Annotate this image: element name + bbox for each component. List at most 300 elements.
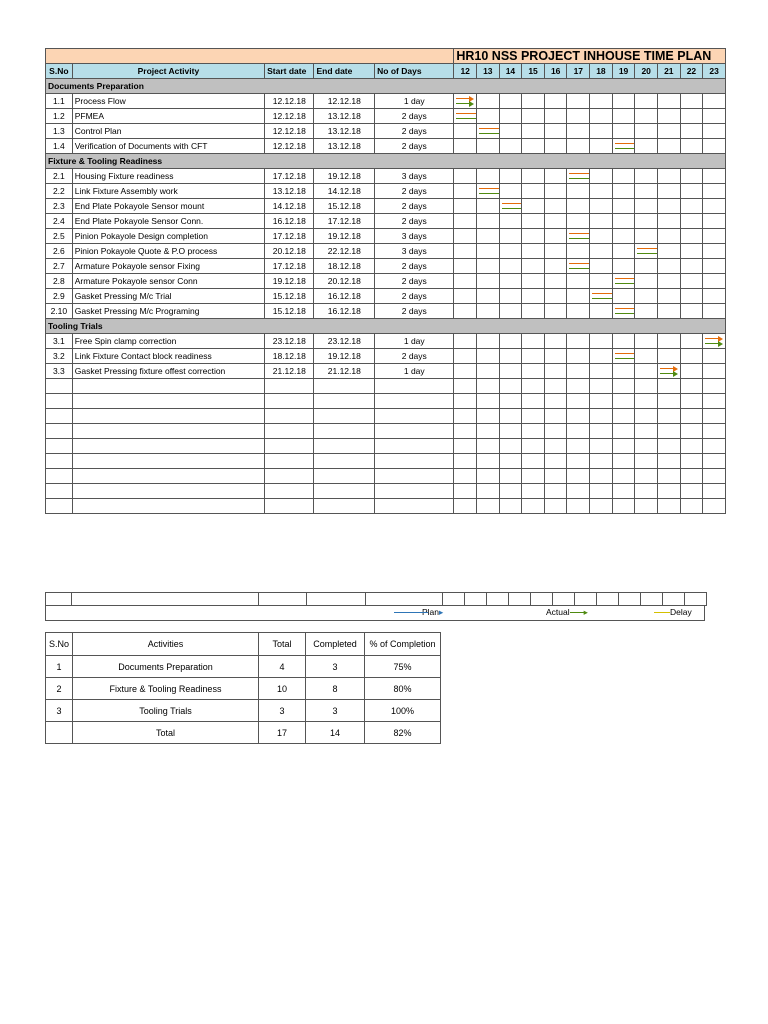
day-cell [680, 304, 703, 319]
blank-cell [465, 593, 487, 606]
header-day-12: 12 [454, 64, 477, 79]
row-start-date: 17.12.18 [265, 169, 314, 184]
table-row [46, 334, 726, 349]
blank-cell [619, 593, 641, 606]
blank-cell [544, 499, 567, 514]
day-cell [544, 124, 567, 139]
blank-cell [657, 499, 680, 514]
day-cell [522, 259, 545, 274]
table-row [46, 124, 726, 139]
table-row [46, 289, 726, 304]
day-cell [657, 304, 680, 319]
day-cell [544, 334, 567, 349]
summary-row [46, 678, 441, 700]
row-activity: Pinion Pokayole Design completion [72, 229, 264, 244]
blank-row [46, 484, 726, 499]
day-cell [657, 169, 680, 184]
blank-cell [509, 593, 531, 606]
day-cell [499, 304, 522, 319]
row-sno: 2.10 [46, 304, 73, 319]
blank-cell [522, 379, 545, 394]
day-cell [635, 304, 658, 319]
blank-cell [314, 394, 375, 409]
blank-cell [680, 379, 703, 394]
section-title: Fixture & Tooling Readiness [46, 154, 726, 169]
day-cell [703, 169, 726, 184]
day-cell [522, 229, 545, 244]
day-cell [680, 349, 703, 364]
blank-cell [476, 409, 499, 424]
row-sno: 3.2 [46, 349, 73, 364]
summary-total: 4 [259, 656, 306, 678]
legend-plan-label: Plan [422, 607, 440, 617]
day-cell [590, 184, 613, 199]
row-days: 3 days [375, 169, 454, 184]
table-row [46, 364, 726, 379]
blank-cell [544, 379, 567, 394]
row-days: 1 day [375, 94, 454, 109]
blank-cell [680, 454, 703, 469]
day-cell [703, 214, 726, 229]
summary-total: 3 [259, 700, 306, 722]
day-cell [635, 259, 658, 274]
blank-cell [567, 409, 590, 424]
blank-cell [46, 424, 73, 439]
day-cell [454, 199, 477, 214]
blank-cell [314, 439, 375, 454]
blank-cell [476, 439, 499, 454]
day-cell [590, 304, 613, 319]
row-sno: 3.1 [46, 334, 73, 349]
blank-cell [657, 379, 680, 394]
day-cell [680, 364, 703, 379]
blank-cell [46, 409, 73, 424]
blank-cell [46, 593, 72, 606]
day-cell [612, 214, 635, 229]
blank-cell [476, 484, 499, 499]
summary-row [46, 656, 441, 678]
day-cell [499, 169, 522, 184]
header-day-19: 19 [612, 64, 635, 79]
blank-cell [703, 469, 726, 484]
row-days: 3 days [375, 229, 454, 244]
day-cell [635, 169, 658, 184]
table-row [46, 139, 726, 154]
blank-cell [657, 424, 680, 439]
day-cell [476, 94, 499, 109]
day-cell [567, 229, 590, 244]
blank-cell [544, 469, 567, 484]
summary-header-activities: Activities [73, 633, 259, 656]
day-cell [680, 124, 703, 139]
day-cell [635, 274, 658, 289]
day-cell [544, 184, 567, 199]
row-activity: Control Plan [72, 124, 264, 139]
blank-cell [522, 469, 545, 484]
day-cell [657, 274, 680, 289]
blank-cell [46, 484, 73, 499]
summary-row [46, 722, 441, 744]
table-row [46, 349, 726, 364]
blank-row [46, 439, 726, 454]
table-row [46, 169, 726, 184]
blank-cell [635, 379, 658, 394]
day-cell [454, 139, 477, 154]
row-activity: Free Spin clamp correction [72, 334, 264, 349]
day-cell [476, 349, 499, 364]
blank-cell [703, 439, 726, 454]
row-end-date: 13.12.18 [314, 124, 375, 139]
day-cell [522, 199, 545, 214]
day-cell [657, 244, 680, 259]
day-cell [657, 124, 680, 139]
header-start: Start date [265, 64, 314, 79]
day-cell [657, 364, 680, 379]
day-cell [635, 124, 658, 139]
blank-cell [590, 439, 613, 454]
summary-header-sno: S.No [46, 633, 73, 656]
blank-cell [612, 439, 635, 454]
table-row [46, 109, 726, 124]
row-end-date: 12.12.18 [314, 94, 375, 109]
blank-cell [476, 454, 499, 469]
row-activity: End Plate Pokayole Sensor mount [72, 199, 264, 214]
blank-cell [544, 439, 567, 454]
day-cell [612, 274, 635, 289]
day-cell [476, 199, 499, 214]
blank-cell [375, 454, 454, 469]
row-activity: Pinion Pokayole Quote & P.O process [72, 244, 264, 259]
day-cell [657, 199, 680, 214]
table-row [46, 274, 726, 289]
summary-row [46, 700, 441, 722]
day-cell [635, 244, 658, 259]
section-title: Documents Preparation [46, 79, 726, 94]
actual-arrow [705, 343, 719, 344]
plan-arrow [615, 278, 635, 279]
plan-arrow [569, 173, 589, 174]
day-cell [612, 199, 635, 214]
blank-cell [476, 469, 499, 484]
day-cell [635, 229, 658, 244]
day-cell [703, 334, 726, 349]
blank-cell [544, 409, 567, 424]
time-plan-sheet [45, 48, 726, 514]
blank-cell [612, 379, 635, 394]
blank-cell [567, 469, 590, 484]
day-cell [544, 139, 567, 154]
blank-cell [454, 394, 477, 409]
day-cell [476, 259, 499, 274]
blank-cell [590, 409, 613, 424]
day-cell [522, 169, 545, 184]
row-start-date: 13.12.18 [265, 184, 314, 199]
blank-cell [454, 499, 477, 514]
blank-cell [590, 454, 613, 469]
header-day-17: 17 [567, 64, 590, 79]
day-cell [612, 109, 635, 124]
blank-cell [703, 409, 726, 424]
row-end-date: 13.12.18 [314, 139, 375, 154]
blank-cell [314, 484, 375, 499]
row-start-date: 12.12.18 [265, 139, 314, 154]
row-end-date: 18.12.18 [314, 259, 375, 274]
blank-cell [590, 379, 613, 394]
summary-sno: 1 [46, 656, 73, 678]
blank-cell [314, 379, 375, 394]
day-cell [522, 349, 545, 364]
blank-cell [680, 499, 703, 514]
blank-cell [375, 394, 454, 409]
blank-cell [375, 499, 454, 514]
blank-cell [454, 424, 477, 439]
header-days: No of Days [375, 64, 454, 79]
day-cell [522, 289, 545, 304]
header-day-20: 20 [635, 64, 658, 79]
blank-cell [265, 454, 314, 469]
day-cell [499, 109, 522, 124]
day-cell [612, 364, 635, 379]
day-cell [635, 289, 658, 304]
actual-arrow [456, 118, 476, 119]
row-activity: Link Fixture Assembly work [72, 184, 264, 199]
day-cell [454, 364, 477, 379]
day-cell [612, 349, 635, 364]
row-end-date: 19.12.18 [314, 349, 375, 364]
blank-cell [314, 499, 375, 514]
row-start-date: 12.12.18 [265, 124, 314, 139]
blank-cell [612, 499, 635, 514]
day-cell [544, 289, 567, 304]
row-sno: 2.8 [46, 274, 73, 289]
day-cell [454, 229, 477, 244]
actual-arrow [615, 148, 635, 149]
row-activity: Gasket Pressing M/c Programing [72, 304, 264, 319]
day-cell [454, 94, 477, 109]
header-day-15: 15 [522, 64, 545, 79]
row-activity: Link Fixture Contact block readiness [72, 349, 264, 364]
blank-cell [265, 469, 314, 484]
summary-sno [46, 722, 73, 744]
day-cell [544, 349, 567, 364]
day-cell [612, 289, 635, 304]
day-cell [590, 214, 613, 229]
day-cell [657, 259, 680, 274]
legend [45, 606, 705, 621]
day-cell [522, 184, 545, 199]
day-cell [567, 94, 590, 109]
blank-cell [265, 424, 314, 439]
blank-cell [265, 394, 314, 409]
blank-cell [454, 454, 477, 469]
day-cell [680, 169, 703, 184]
row-sno: 2.7 [46, 259, 73, 274]
blank-cell [657, 484, 680, 499]
day-cell [680, 244, 703, 259]
day-cell [567, 214, 590, 229]
blank-cell [522, 424, 545, 439]
legend-blank [46, 593, 707, 606]
row-days: 2 days [375, 184, 454, 199]
actual-arrow [479, 193, 499, 194]
time-plan-table [45, 48, 726, 514]
day-cell [499, 289, 522, 304]
header-row [46, 64, 726, 79]
day-cell [703, 289, 726, 304]
actual-arrow [569, 268, 589, 269]
day-cell [590, 364, 613, 379]
blank-cell [375, 409, 454, 424]
summary-activity: Fixture & Tooling Readiness [73, 678, 259, 700]
blank-cell [567, 484, 590, 499]
plan-arrow [502, 203, 522, 204]
day-cell [499, 139, 522, 154]
day-cell [703, 184, 726, 199]
actual-arrow [456, 103, 470, 104]
legend-actual: Actual ▸ [546, 607, 588, 617]
day-cell [703, 124, 726, 139]
blank-cell [72, 394, 264, 409]
day-cell [612, 94, 635, 109]
day-cell [703, 139, 726, 154]
actual-arrow [637, 253, 657, 254]
day-cell [590, 289, 613, 304]
day-cell [476, 244, 499, 259]
blank-cell [703, 394, 726, 409]
blank-row [46, 394, 726, 409]
row-start-date: 12.12.18 [265, 109, 314, 124]
day-cell [499, 214, 522, 229]
day-cell [522, 124, 545, 139]
blank-cell [72, 454, 264, 469]
plan-arrow [705, 338, 719, 339]
blank-cell [499, 424, 522, 439]
day-cell [680, 184, 703, 199]
summary-pct: 75% [365, 656, 441, 678]
summary-sno: 2 [46, 678, 73, 700]
row-end-date: 19.12.18 [314, 169, 375, 184]
day-cell [657, 334, 680, 349]
day-cell [657, 229, 680, 244]
day-cell [635, 364, 658, 379]
row-activity: End Plate Pokayole Sensor Conn. [72, 214, 264, 229]
summary-sno: 3 [46, 700, 73, 722]
day-cell [590, 244, 613, 259]
row-sno: 1.1 [46, 94, 73, 109]
blank-cell [46, 394, 73, 409]
day-cell [544, 214, 567, 229]
blank-cell [703, 499, 726, 514]
plan-arrow [660, 368, 674, 369]
blank-cell [657, 469, 680, 484]
day-cell [567, 349, 590, 364]
header-end: End date [314, 64, 375, 79]
day-cell [680, 214, 703, 229]
day-cell [657, 349, 680, 364]
blank-cell [499, 499, 522, 514]
day-cell [544, 169, 567, 184]
day-cell [567, 364, 590, 379]
row-sno: 1.3 [46, 124, 73, 139]
summary-completed: 3 [306, 656, 365, 678]
day-cell [522, 304, 545, 319]
day-cell [703, 349, 726, 364]
blank-cell [375, 484, 454, 499]
header-day-18: 18 [590, 64, 613, 79]
blank-cell [522, 499, 545, 514]
day-cell [703, 304, 726, 319]
row-days: 2 days [375, 349, 454, 364]
day-cell [454, 334, 477, 349]
blank-cell [657, 454, 680, 469]
blank-cell [476, 394, 499, 409]
day-cell [544, 274, 567, 289]
blank-cell [641, 593, 663, 606]
day-cell [703, 364, 726, 379]
day-cell [590, 94, 613, 109]
blank-cell [72, 439, 264, 454]
actual-arrow [615, 313, 635, 314]
plan-arrow [479, 128, 499, 129]
row-end-date: 14.12.18 [314, 184, 375, 199]
blank-cell [590, 424, 613, 439]
day-cell [567, 139, 590, 154]
blank-cell [259, 593, 307, 606]
day-cell [454, 124, 477, 139]
day-cell [612, 124, 635, 139]
section-title: Tooling Trials [46, 319, 726, 334]
row-end-date: 21.12.18 [314, 364, 375, 379]
day-cell [522, 274, 545, 289]
day-cell [612, 244, 635, 259]
blank-cell [612, 424, 635, 439]
blank-cell [499, 469, 522, 484]
day-cell [454, 214, 477, 229]
summary-completed: 8 [306, 678, 365, 700]
blank-cell [680, 424, 703, 439]
day-cell [612, 304, 635, 319]
row-start-date: 19.12.18 [265, 274, 314, 289]
blank-cell [531, 593, 553, 606]
day-cell [612, 184, 635, 199]
day-cell [499, 184, 522, 199]
blank-cell [567, 379, 590, 394]
row-activity: Housing Fixture readiness [72, 169, 264, 184]
plan-arrow [615, 353, 635, 354]
blank-cell [544, 394, 567, 409]
plan-arrow [615, 143, 635, 144]
table-row [46, 199, 726, 214]
blank-row [46, 379, 726, 394]
blank-cell [575, 593, 597, 606]
blank-cell [635, 469, 658, 484]
day-cell [635, 139, 658, 154]
row-sno: 3.3 [46, 364, 73, 379]
table-row [46, 184, 726, 199]
day-cell [499, 349, 522, 364]
blank-cell [443, 593, 465, 606]
row-end-date: 19.12.18 [314, 229, 375, 244]
day-cell [635, 109, 658, 124]
day-cell [544, 304, 567, 319]
blank-cell [680, 439, 703, 454]
day-cell [499, 229, 522, 244]
day-cell [590, 139, 613, 154]
day-cell [612, 229, 635, 244]
day-cell [703, 109, 726, 124]
day-cell [499, 274, 522, 289]
day-cell [476, 169, 499, 184]
